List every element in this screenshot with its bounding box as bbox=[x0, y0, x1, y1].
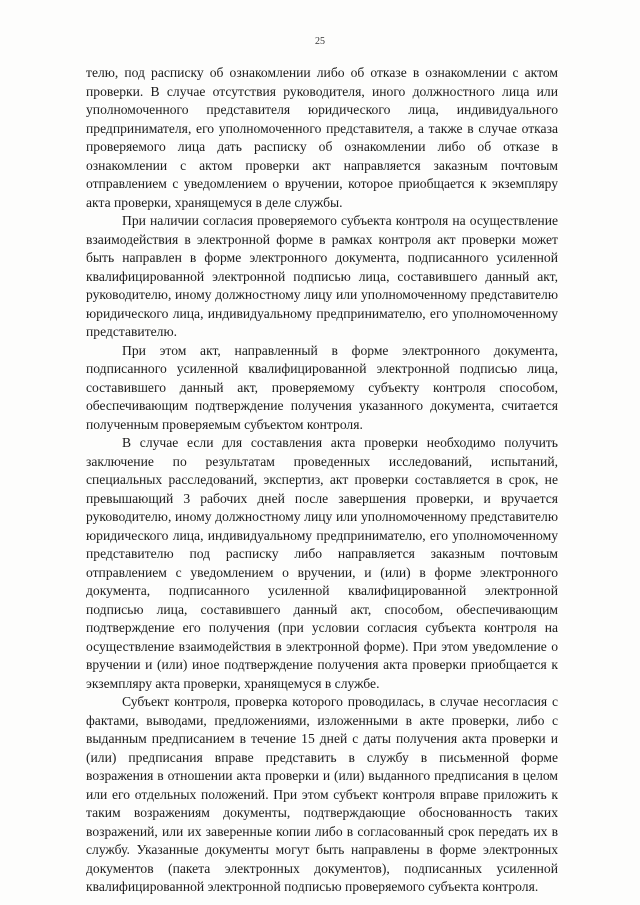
document-body bbox=[86, 64, 558, 897]
paragraph-1: телю, под расписку об ознакомлении либо об отказе в ознакомлении с актом проверки. В случае отсутствия руководителя, иного должностного лица или уполномоченного представителя юридического лица, индивидуального предпринимателя, его уполномоченного представителя, а также в случае отказа проверяемого лица дать расписку об ознакомлении либо об отказе в ознакомлении с актом проверки акт направляется заказным почтовым отправлением с уведомлением о вручении, которое приобщается к экземпляру акта проверки, хранящемуся в деле службы. bbox=[86, 65, 558, 210]
paragraph-5: Субъект контроля, проверка которого проводилась, в случае несогласия с фактами, выводами, предложениями, изложенными в акте проверки, либо с выданным предписанием в течение 15 дней с даты получения акта проверки и (или) предписания вправе представить в службу в письменной форме возражения в отношении акта проверки и (или) выданного предписания в целом или его отдельных положений. При этом субъект контроля вправе приложить к таким возражениям документы, подтверждающие обоснованность таких возражений, или их заверенные копии либо в согласованный срок передать их в службу. Указанные документы могут быть направлены в форме электронных документов (пакета электронных документов), подписанных усиленной квалифицированной электронной подписью проверяемого субъекта контроля. bbox=[86, 694, 558, 894]
page-number: 25 bbox=[315, 36, 325, 47]
paragraph-2: При наличии согласия проверяемого субъекта контроля на осуществление взаимодействия в электронной форме в рамках контроля акт проверки может быть направлен в форме электронного документа, подписанного усиленной квалифицированной электронной подписью лица, составившего данный акт, руководителю, иному должностному лицу или уполномоченному представителю юридического лица, индивидуальному предпринимателю, его уполномоченному представителю. bbox=[86, 213, 558, 339]
paragraph-3: При этом акт, направленный в форме электронного документа, подписанного усиленной квалифицированной электронной подписью лица, составившего данный акт, проверяемому субъекту контроля способом, обеспечивающим подтверждение получения указанного документа, считается полученным проверяемым субъектом контроля. bbox=[86, 342, 558, 432]
paragraph-4: В случае если для составления акта проверки необходимо получить заключение по результатам проведенных исследований, испытаний, специальных расследований, экспертиз, акт проверки составляется в срок, не превышающий 3 рабочих дней после завершения проверки, и вручается руководителю, иному должностному лицу или уполномоченному представителю юридического лица, индивидуальному предпринимателю, его уполномоченному представителю под расписку либо направляется заказным почтовым отправлением с уведомлением о вручении, и (или) в форме электронного документа, подписанного усиленной квалифицированной электронной подписью лица, составившего данный акт, способом, обеспечивающим подтверждение его получения (при условии согласия субъекта контроля на осуществление взаимодействия в электронной форме). При этом уведомление о вручении и (или) иное подтверждение получения акта проверки приобщается к экземпляру акта проверки, хранящемуся в службе. bbox=[86, 435, 558, 691]
